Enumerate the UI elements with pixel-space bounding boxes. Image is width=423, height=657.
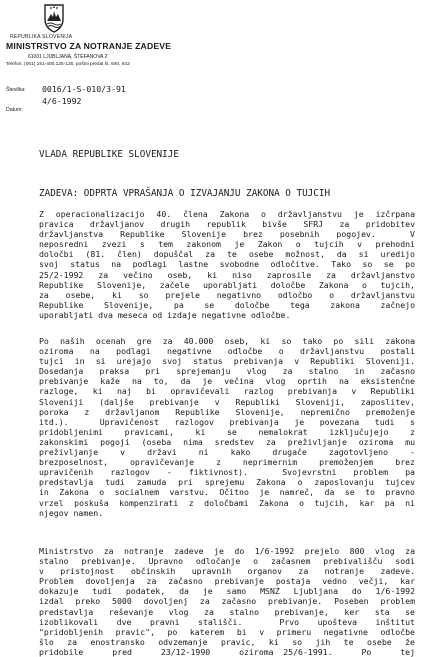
paragraph-line: Z operacionalizacijo 40. člena Zakona o državljanstvu je izčrpana [39, 209, 415, 219]
paragraph-line: državljanstva Republike Slovenije brez posebnih pogojev. V [39, 229, 415, 240]
paragraph-line: 25/2-1992 za večino oseb, ki niso zaprosile za državljanstvo [39, 269, 415, 280]
paragraph-line: v pristojnost občinskih upravnih organov za notranje zadeve. [39, 566, 415, 577]
paragraph-line: in Zakona o socialnem varstvu. Očitno je namreč, da se to pravno [39, 487, 415, 498]
paragraph-line: uporabljati dva meseca od izdaje negativne odločbe. [39, 309, 291, 320]
paragraph-line: preživljanje v državi ni kako drugače zagotovljeno - [39, 447, 415, 458]
paragraph-line: Ministrstvo za notranje zadeve je do 1/6-1992 prejelo 800 vlog za [39, 546, 415, 556]
paragraph-line: brezposelnost, opravičevanje z neprimernim premoženjem brez [39, 457, 415, 468]
coat-of-arms-icon [43, 3, 65, 33]
paragraph-line: oziroma na podlagi negativne odločbe o državljanstvu postali [39, 346, 415, 357]
body-paragraph [39, 209, 415, 320]
paragraph-line: "pridobljenih pravic", po katerem bi v primeru negativne odločbe [39, 626, 415, 637]
document-date-label: Datum: [6, 107, 23, 113]
paragraph-line: Republike Slovenije, začele uporabljati določbe Zakona o tujcih, [39, 279, 415, 290]
body-paragraph [39, 546, 415, 657]
paragraph-line: tujci in si urejajo svoj status prebivanja v Republiki Sloveniji. [39, 356, 415, 367]
paragraph-line: Dosedanja praksa pri sprejemanju vlog za stalno in začasno [39, 366, 415, 377]
paragraph-line: vrzel poskuša kompenzirati z določbami Zakona o tujcih, kar pa ni [39, 497, 415, 508]
document-date-value: 4/6-1992 [42, 96, 82, 106]
paragraph-line: šlo za enostransko odvzemanje pravic, ki so jih te osebe že [39, 636, 415, 647]
paragraph-line: svoj status na podlagi lastne svobodne odločitve. Tako so se po [39, 259, 415, 270]
paragraph-line: Problem dovoljenja za začasno prebivanje postaja vedno večji, kar [39, 576, 415, 587]
paragraph-line: izdal preko 5000 dovoljenj za začasno prebivanje. Poseben problem [39, 596, 415, 607]
paragraph-line: pravica državljanov drugih republik bivše SFRJ za pridobitev [39, 219, 415, 230]
paragraph-line: predstavlja reševanje vlog za stalno prebivanje, ker sta se [39, 606, 415, 617]
paragraph-line: določbi (81. člen) dopuščal za te osebe možnost, da si uredijo [39, 249, 415, 260]
ministry-phone: Telefon: (061) 151-400,125-125, poštni predal št. 640, 642 [6, 62, 130, 67]
paragraph-line: Sloveniji (daljše prebivanje v Republiki Sloveniji, zaposlitev, [39, 396, 415, 407]
paragraph-line: poroka z državljanom Republike Slovenije, nepremično premoženje [39, 406, 415, 417]
paragraph-line: upravičenih razlogov - fiktivnost). Svojevrstni problem pa [39, 467, 415, 478]
paragraph-line: predstavlja tudi zamuda pri sprejemu Zakona o zaposlovanju tujcev [39, 477, 415, 488]
paragraph-line: izoblikovali dve pravni stališči. Prvo upošteva inštitut [39, 616, 415, 627]
paragraph-line: neposredni zvezi s tem zakonom je Zakon o tujcih v prehodni [39, 239, 415, 250]
paragraph-line: stalno prebivanje. Upravno odločanje o začasnem prebivališču sodi [39, 556, 415, 567]
paragraph-line: pridobljenimi pravicami, ki se nemalokrat izključujejo z [39, 426, 415, 437]
paragraph-line: za osebe, ki so prejele negativno odločbo o državljanstvu [39, 289, 415, 300]
ministry-address: 61001 LJUBLJANA, ŠTEFANOVA 2 [28, 54, 108, 60]
reference-number-label: Številka: [6, 87, 26, 93]
paragraph-line: prebivanje kaže na to, da je večina vlog oprtih na eksistenčne [39, 376, 415, 387]
addressee: VLADA REPUBLIKE SLOVENIJE [39, 149, 179, 160]
paragraph-line: pridobile pred 23/12-1990 oziroma 25/6-1991. Po tej [39, 646, 415, 657]
paragraph-line: dokazuje tudi podatek, da je samo MSNZ Ljubljana do 1/6-1992 [39, 586, 415, 597]
paragraph-line: Republike Slovenije, pa se določbe tega zakona začnejo [39, 299, 415, 310]
country-name: REPUBLIKA SLOVENIJA [10, 34, 73, 40]
subject-line: ZADEVA: ODPRTA VPRAŠANJA O IZVAJANJU ZAKONA O TUJCIH [39, 188, 331, 199]
paragraph-line: itd.). Upravičenost razlogov prebivanja je povezana tudi s [39, 416, 415, 427]
paragraph-line: razloge, ki naj bi opravičevali razlog prebivanja v Republiki [39, 386, 415, 397]
paragraph-line: Po naših ocenah gre za 40.000 oseb, ki so tako po sili zakona [39, 336, 415, 346]
body-paragraph [39, 336, 415, 518]
paragraph-line: zakonskimi pogoji (oseba nima sredstev za preživljanje oziroma mu [39, 436, 415, 447]
paragraph-line: njegov namen. [39, 507, 104, 518]
ministry-name: MINISTRSTVO ZA NOTRANJE ZADEVE [6, 41, 172, 51]
reference-number-value: 0016/1-S-010/3-91 [42, 84, 126, 94]
